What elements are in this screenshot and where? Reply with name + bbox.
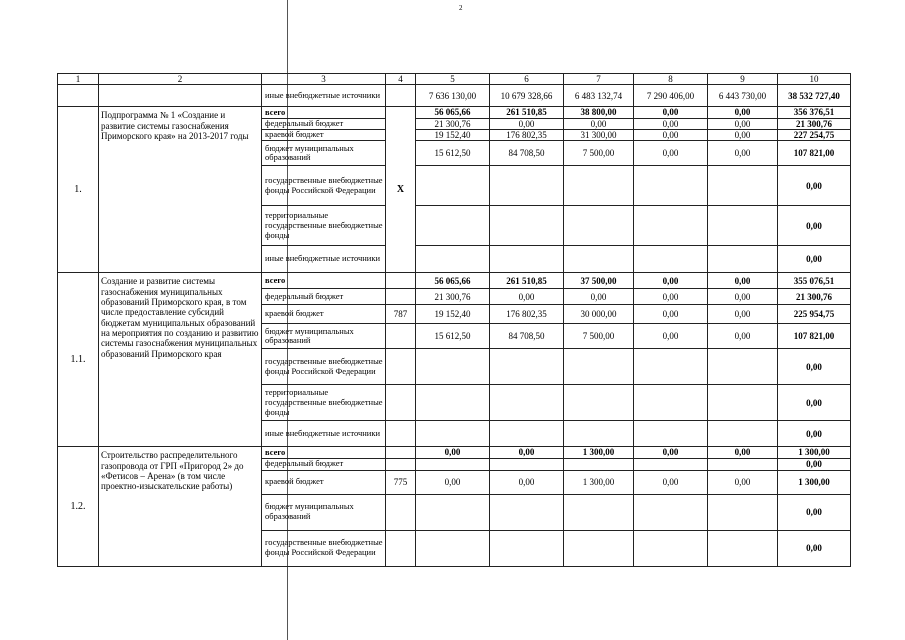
value-cell <box>634 421 708 447</box>
value-cell <box>564 385 634 421</box>
funding-source: федеральный бюджет <box>262 458 386 470</box>
total-cell: 0,00 <box>778 530 851 566</box>
value-cell: 31 300,00 <box>564 130 634 141</box>
value-cell: 0,00 <box>634 324 708 349</box>
table-row <box>58 447 851 458</box>
total-cell: 0,00 <box>778 385 851 421</box>
value-cell: 84 708,50 <box>490 141 564 166</box>
value-cell <box>416 385 490 421</box>
value-cell: 0,00 <box>708 289 778 305</box>
value-cell: 7 500,00 <box>564 324 634 349</box>
col-header: 2 <box>99 74 262 85</box>
value-cell <box>416 421 490 447</box>
budget-code <box>386 289 416 305</box>
value-cell <box>564 494 634 530</box>
value-cell <box>416 458 490 470</box>
funding-source: государственные внебюджетные фонды Российской Федерации <box>262 166 386 206</box>
value-cell: 0,00 <box>634 130 708 141</box>
total-cell: 21 300,76 <box>778 118 851 129</box>
value-cell <box>634 166 708 206</box>
funding-source: государственные внебюджетные фонды Российской Федерации <box>262 530 386 566</box>
budget-code <box>386 494 416 530</box>
value-cell <box>564 349 634 385</box>
section-number: 1.1. <box>58 273 99 447</box>
value-cell: 0,00 <box>708 447 778 458</box>
section-title: Создание и развитие системы газоснабжения муниципальных образований Приморского края, в том числе предоставление субсидий бюджетам муниципальных образований на мероприятия по созданию и развитию системы газоснабжения муниципальных образований Приморского края <box>99 273 262 447</box>
total-cell: 1 300,00 <box>778 447 851 458</box>
value-cell <box>634 206 708 246</box>
col-header: 7 <box>564 74 634 85</box>
value-cell: 19 152,40 <box>416 130 490 141</box>
value-cell: 0,00 <box>564 289 634 305</box>
value-cell <box>708 206 778 246</box>
value-cell: 7 636 130,00 <box>416 85 490 107</box>
value-cell: 21 300,76 <box>416 118 490 129</box>
value-cell: 19 152,40 <box>416 305 490 324</box>
value-cell <box>564 530 634 566</box>
funding-source: территориальные государственные внебюджетные фонды <box>262 385 386 421</box>
value-cell: 0,00 <box>634 289 708 305</box>
value-cell <box>634 494 708 530</box>
value-cell: 0,00 <box>634 107 708 118</box>
value-cell <box>634 246 708 273</box>
value-cell <box>490 349 564 385</box>
value-cell <box>490 206 564 246</box>
value-cell: 0,00 <box>564 118 634 129</box>
funding-source: бюджет муниципальных образований <box>262 324 386 349</box>
total-cell: 0,00 <box>778 206 851 246</box>
value-cell <box>708 166 778 206</box>
total-cell: 107 821,00 <box>778 141 851 166</box>
value-cell: 0,00 <box>708 118 778 129</box>
value-cell: 30 000,00 <box>564 305 634 324</box>
value-cell <box>708 421 778 447</box>
table-row <box>58 107 851 118</box>
funding-table <box>57 73 851 567</box>
value-cell <box>490 494 564 530</box>
value-cell: 15 612,50 <box>416 324 490 349</box>
value-cell <box>416 530 490 566</box>
value-cell <box>564 206 634 246</box>
total-cell: 1 300,00 <box>778 470 851 494</box>
value-cell: 7 500,00 <box>564 141 634 166</box>
value-cell: 38 800,00 <box>564 107 634 118</box>
funding-source: государственные внебюджетные фонды Российской Федерации <box>262 349 386 385</box>
value-cell <box>490 530 564 566</box>
value-cell <box>564 166 634 206</box>
funding-source: всего <box>262 447 386 458</box>
total-cell: 21 300,76 <box>778 289 851 305</box>
col-header: 10 <box>778 74 851 85</box>
value-cell <box>416 246 490 273</box>
value-cell: 0,00 <box>634 305 708 324</box>
value-cell <box>634 458 708 470</box>
col-header: 3 <box>262 74 386 85</box>
value-cell: 0,00 <box>708 107 778 118</box>
funding-source: всего <box>262 273 386 289</box>
value-cell: 10 679 328,66 <box>490 85 564 107</box>
budget-code: 787 <box>386 305 416 324</box>
value-cell: 0,00 <box>634 470 708 494</box>
total-cell: 0,00 <box>778 246 851 273</box>
value-cell: 0,00 <box>490 470 564 494</box>
total-cell: 0,00 <box>778 421 851 447</box>
value-cell: 56 065,66 <box>416 273 490 289</box>
col-header: 9 <box>708 74 778 85</box>
value-cell: 0,00 <box>708 324 778 349</box>
funding-source: иные внебюджетные источники <box>262 246 386 273</box>
total-cell: 0,00 <box>778 349 851 385</box>
section-title: Строительство распределительного газопровода от ГРП «Пригород 2» до «Фетисов – Арена» (в том числе проектно-изыскательские работы) <box>99 447 262 566</box>
value-cell: 0,00 <box>634 273 708 289</box>
value-cell <box>564 421 634 447</box>
budget-code <box>386 458 416 470</box>
col-header: 6 <box>490 74 564 85</box>
funding-source: территориальные государственные внебюджетные фонды <box>262 206 386 246</box>
value-cell: 0,00 <box>708 305 778 324</box>
value-cell <box>634 349 708 385</box>
value-cell: 0,00 <box>416 470 490 494</box>
value-cell: 7 290 406,00 <box>634 85 708 107</box>
value-cell: 6 443 730,00 <box>708 85 778 107</box>
total-cell: 0,00 <box>778 166 851 206</box>
value-cell: 0,00 <box>708 130 778 141</box>
funding-source: всего <box>262 107 386 118</box>
budget-code <box>386 324 416 349</box>
budget-code: 775 <box>386 470 416 494</box>
funding-source: федеральный бюджет <box>262 289 386 305</box>
value-cell <box>708 246 778 273</box>
table-row <box>58 273 851 289</box>
value-cell <box>634 385 708 421</box>
value-cell: 1 300,00 <box>564 447 634 458</box>
value-cell: 6 483 132,74 <box>564 85 634 107</box>
value-cell <box>416 494 490 530</box>
value-cell: 261 510,85 <box>490 273 564 289</box>
budget-code <box>386 447 416 458</box>
value-cell <box>708 349 778 385</box>
value-cell <box>416 166 490 206</box>
value-cell: 176 802,35 <box>490 305 564 324</box>
value-cell: 0,00 <box>490 289 564 305</box>
funding-source: краевой бюджет <box>262 130 386 141</box>
section-number: 1. <box>58 107 99 273</box>
section-title: Подпрограмма № 1 «Создание и развитие системы газоснабжения Приморского края» на 2013-2017 годы <box>99 107 262 273</box>
value-cell <box>708 530 778 566</box>
budget-code <box>386 273 416 289</box>
table-row <box>58 85 851 107</box>
value-cell: 0,00 <box>634 141 708 166</box>
value-cell <box>564 458 634 470</box>
value-cell: 56 065,66 <box>416 107 490 118</box>
value-cell <box>490 458 564 470</box>
value-cell <box>708 385 778 421</box>
value-cell <box>564 246 634 273</box>
value-cell <box>490 421 564 447</box>
total-cell: 355 076,51 <box>778 273 851 289</box>
total-cell: 38 532 727,40 <box>778 85 851 107</box>
budget-code <box>386 385 416 421</box>
value-cell: 261 510,85 <box>490 107 564 118</box>
value-cell: 0,00 <box>490 118 564 129</box>
value-cell <box>708 494 778 530</box>
funding-source: краевой бюджет <box>262 305 386 324</box>
funding-source: бюджет муниципальных образований <box>262 141 386 166</box>
col-header: 1 <box>58 74 99 85</box>
funding-source: бюджет муниципальных образований <box>262 494 386 530</box>
value-cell <box>416 349 490 385</box>
budget-code <box>386 530 416 566</box>
value-cell: 15 612,50 <box>416 141 490 166</box>
funding-source: краевой бюджет <box>262 470 386 494</box>
funding-source: федеральный бюджет <box>262 118 386 129</box>
page-number: 2 <box>459 4 463 12</box>
funding-source: иные внебюджетные источники <box>262 421 386 447</box>
value-cell <box>490 246 564 273</box>
value-cell: 0,00 <box>708 273 778 289</box>
value-cell: 1 300,00 <box>564 470 634 494</box>
value-cell: 0,00 <box>416 447 490 458</box>
value-cell <box>708 458 778 470</box>
value-cell: 0,00 <box>634 118 708 129</box>
table-header-row <box>58 74 851 85</box>
total-cell: 0,00 <box>778 458 851 470</box>
total-cell: 0,00 <box>778 494 851 530</box>
budget-code <box>386 349 416 385</box>
value-cell: 0,00 <box>708 470 778 494</box>
value-cell: 21 300,76 <box>416 289 490 305</box>
value-cell <box>634 530 708 566</box>
value-cell: 84 708,50 <box>490 324 564 349</box>
value-cell: 0,00 <box>708 141 778 166</box>
value-cell: 0,00 <box>490 447 564 458</box>
value-cell: 176 802,35 <box>490 130 564 141</box>
value-cell: 0,00 <box>634 447 708 458</box>
col-header: 8 <box>634 74 708 85</box>
total-cell: 356 376,51 <box>778 107 851 118</box>
value-cell <box>490 385 564 421</box>
total-cell: 227 254,75 <box>778 130 851 141</box>
col-header: 4 <box>386 74 416 85</box>
value-cell: 37 500,00 <box>564 273 634 289</box>
col-header: 5 <box>416 74 490 85</box>
value-cell <box>490 166 564 206</box>
budget-code <box>386 421 416 447</box>
total-cell: 107 821,00 <box>778 324 851 349</box>
total-cell: 225 954,75 <box>778 305 851 324</box>
funding-source: иные внебюджетные источники <box>262 85 386 107</box>
budget-code: X <box>386 107 416 273</box>
value-cell <box>416 206 490 246</box>
section-number: 1.2. <box>58 447 99 566</box>
